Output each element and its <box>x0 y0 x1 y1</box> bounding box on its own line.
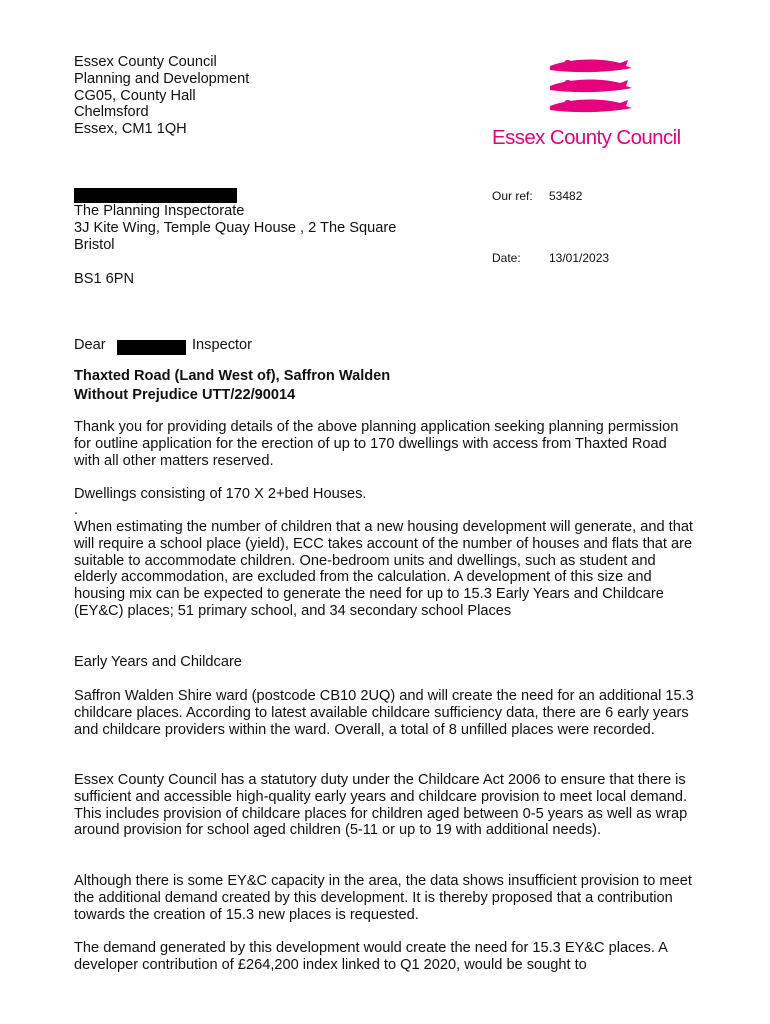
paragraph-dot: . <box>74 502 79 518</box>
date-value: 13/01/2023 <box>549 251 610 265</box>
date-label: Date: <box>492 251 521 265</box>
recipient-line: 3J Kite Wing, Temple Quay House , 2 The Square <box>74 219 397 236</box>
subject-line-2: Without Prejudice UTT/22/90014 <box>74 387 296 403</box>
paragraph-intro: Thank you for providing details of the above planning application seeking planning permission for outline application for the erection of up to 170 dwellings with access from Thaxted Road with all other matters reserved. <box>74 419 679 469</box>
paragraph-contribution: The demand generated by this development would create the need for 15.3 EY&C places. A developer contribution of £264,200 index linked to Q1 2020, would be sought to <box>74 940 668 973</box>
council-logo <box>490 54 700 154</box>
our-ref-value: 53482 <box>549 189 583 203</box>
sender-line: Chelmsford <box>74 104 149 121</box>
paragraph-dwellings: Dwellings consisting of 170 X 2+bed Houses. <box>74 486 367 502</box>
recipient-address <box>74 203 396 253</box>
recipient-line: The Planning Inspectorate <box>74 203 245 219</box>
sender-line: Planning and Development <box>74 70 250 87</box>
our-ref-label: Our ref: <box>492 189 533 203</box>
sender-line: Essex County Council <box>74 54 217 70</box>
paragraph-ward: Saffron Walden Shire ward (postcode CB10 2UQ) and will create the need for an additional 15.3 childcare places. According to latest available childcare sufficiency data, there are 6 early years and childcare providers within the ward. Overall, a total of 8 unfilled places were recorded. <box>74 688 694 738</box>
paragraph-capacity: Although there is some EY&C capacity in the area, the data shows insufficient provision to meet the additional demand created by this development. It is thereby proposed that a contribution towards the creation of 15.3 new places is requested. <box>74 873 692 923</box>
salutation-dear: Dear <box>74 337 106 353</box>
salutation-title: Inspector <box>192 337 253 353</box>
redacted-name <box>74 188 237 203</box>
sender-address <box>74 54 249 138</box>
logo-wordmark: Essex County Council <box>492 126 681 149</box>
subject-block <box>74 367 390 405</box>
paragraph-yield: When estimating the number of children that a new housing development will generate, and that will require a school place (yield), ECC takes account of the number of houses and flats that are suitable to accommodate children. One-bedroom units and dwellings, such as student and elderly accommodation, are excluded from the calculation. A development of this size and housing mix can be expected to generate the need for up to 15.3 Early Years and Childcare (EY&C) places; 51 primary school, and 34 secondary school Places <box>74 519 693 619</box>
three-seaxes-icon <box>542 54 642 120</box>
section-heading: Early Years and Childcare <box>74 654 242 670</box>
subject-line-1: Thaxted Road (Land West of), Saffron Walden <box>74 368 391 384</box>
recipient-line: Bristol <box>74 236 115 253</box>
recipient-postcode: BS1 6PN <box>74 271 135 287</box>
sender-line: Essex, CM1 1QH <box>74 121 187 138</box>
sender-line: CG05, County Hall <box>74 87 196 104</box>
paragraph-statutory-duty: Essex County Council has a statutory duty under the Childcare Act 2006 to ensure that there is sufficient and accessible high-quality early years and childcare provision to meet local demand. This includes provision of childcare places for children aged between 0-5 years as well as wrap around provision for school aged children (5-11 or up to 19 with additional needs). <box>74 772 688 839</box>
redacted-salutation-name <box>117 340 186 355</box>
